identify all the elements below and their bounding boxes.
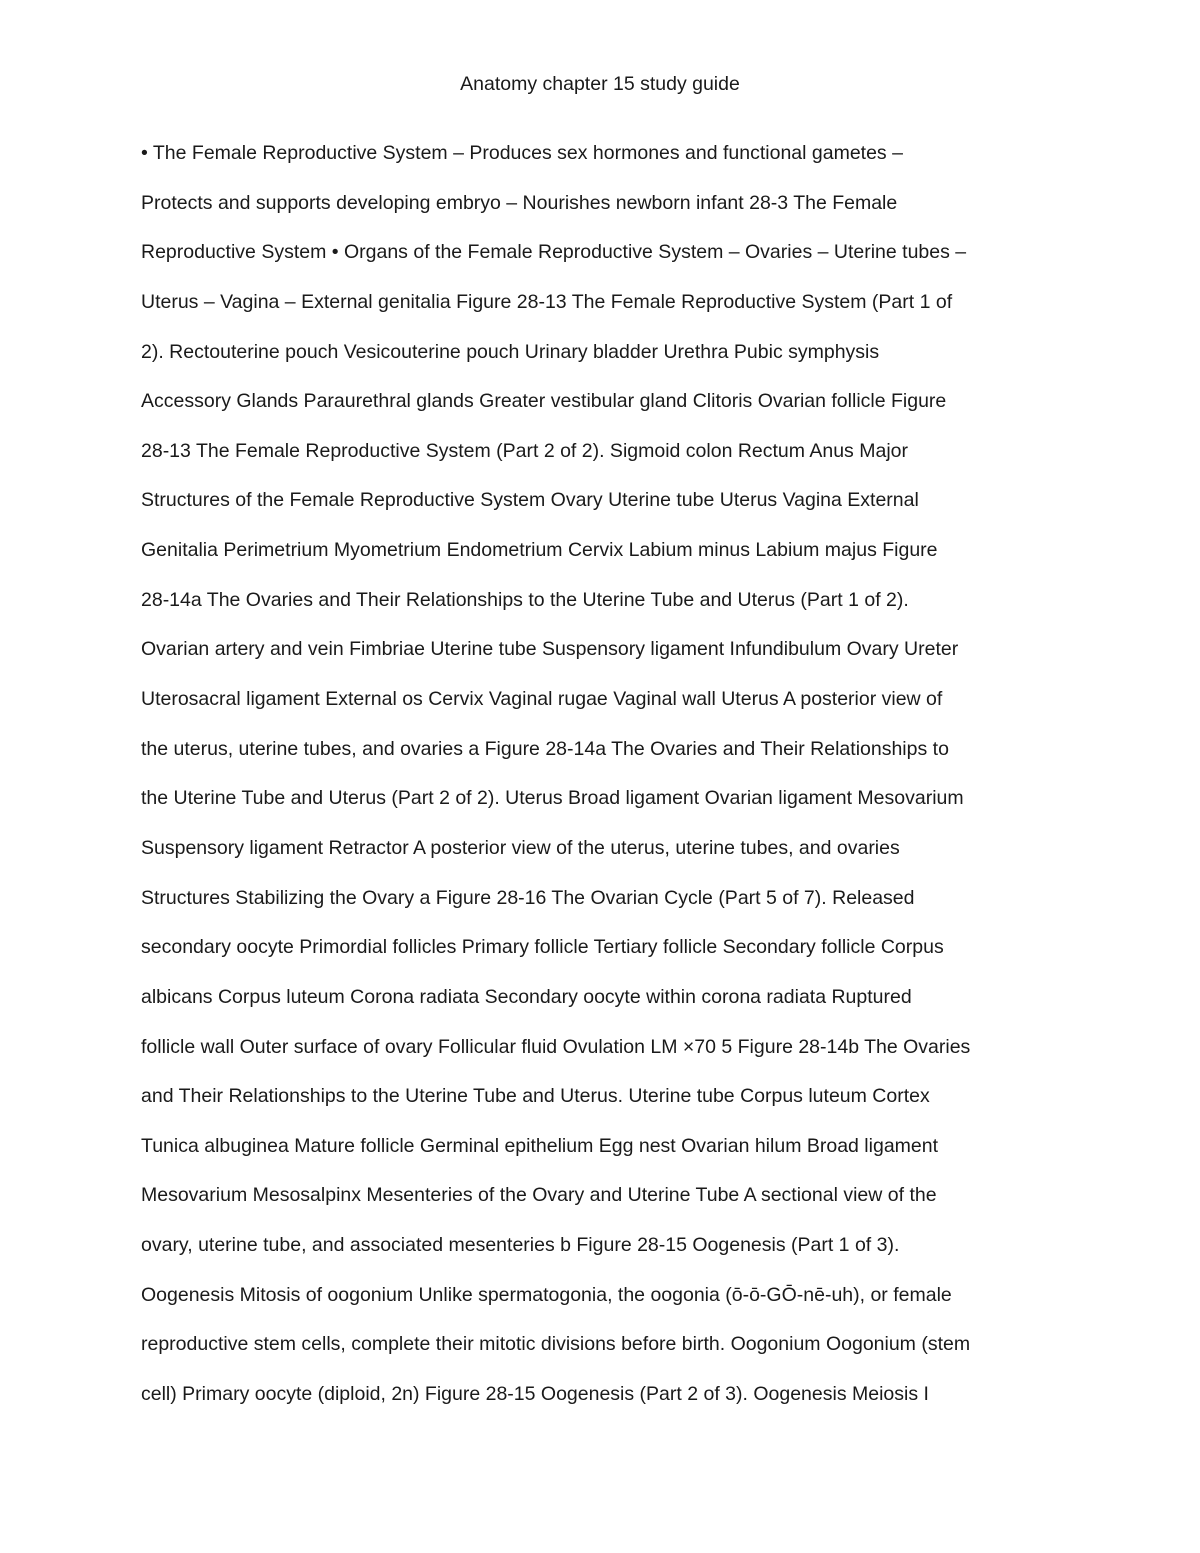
body-line: reproductive stem cells, complete their mitotic divisions before birth. Oogonium Oogonium (stem — [141, 1333, 971, 1356]
body-line: Oogenesis Mitosis of oogonium Unlike spermatogonia, the oogonia (ō-ō-GŌ-nē-uh), or female — [141, 1283, 952, 1306]
body-line: albicans Corpus luteum Corona radiata Secondary oocyte within corona radiata Ruptured — [141, 985, 912, 1008]
body-line: 28-13 The Female Reproductive System (Part 2 of 2). Sigmoid colon Rectum Anus Major — [141, 439, 908, 462]
body-line: 2). Rectouterine pouch Vesicouterine pouch Urinary bladder Urethra Pubic symphysis — [141, 340, 880, 363]
body-line: Mesovarium Mesosalpinx Mesenteries of the Ovary and Uterine Tube A sectional view of the — [141, 1184, 937, 1207]
body-line: Genitalia Perimetrium Myometrium Endometrium Cervix Labium minus Labium majus Figure — [141, 539, 938, 562]
body-line: 28-14a The Ovaries and Their Relationships to the Uterine Tube and Uterus (Part 1 of 2). — [141, 588, 909, 611]
body-line: Reproductive System • Organs of the Female Reproductive System – Ovaries – Uterine tubes – — [141, 241, 967, 264]
body-line: and Their Relationships to the Uterine Tube and Uterus. Uterine tube Corpus luteum Cortex — [141, 1085, 930, 1108]
body-line: Accessory Glands Paraurethral glands Greater vestibular gland Clitoris Ovarian follicle Figure — [141, 390, 947, 413]
body-line: Suspensory ligament Retractor A posterior view of the uterus, uterine tubes, and ovaries — [141, 836, 900, 859]
body-line: Uterus – Vagina – External genitalia Figure 28-13 The Female Reproductive System (Part 1 of — [141, 290, 953, 313]
body-line: Ovarian artery and vein Fimbriae Uterine tube Suspensory ligament Infundibulum Ovary Ureter — [141, 638, 959, 661]
body-line: the uterus, uterine tubes, and ovaries a Figure 28-14a The Ovaries and Their Relationships to — [141, 737, 949, 760]
document-body — [141, 139, 1071, 1430]
body-line: Structures of the Female Reproductive System Ovary Uterine tube Uterus Vagina External — [141, 489, 919, 512]
body-line: Protects and supports developing embryo – Nourishes newborn infant 28-3 The Female — [141, 191, 898, 214]
body-line: ovary, uterine tube, and associated mesenteries b Figure 28-15 Oogenesis (Part 1 of 3). — [141, 1234, 900, 1257]
body-line: Uterosacral ligament External os Cervix Vaginal rugae Vaginal wall Uterus A posterior view of — [141, 688, 943, 711]
body-line: the Uterine Tube and Uterus (Part 2 of 2). Uterus Broad ligament Ovarian ligament Mesovarium — [141, 787, 964, 810]
body-line: follicle wall Outer surface of ovary Follicular fluid Ovulation LM ×70 5 Figure 28-14b The Ovaries — [141, 1035, 971, 1058]
body-line: Tunica albuginea Mature follicle Germinal epithelium Egg nest Ovarian hilum Broad ligament — [141, 1134, 939, 1157]
body-line: • The Female Reproductive System – Produces sex hormones and functional gametes – — [141, 142, 903, 164]
body-line: secondary oocyte Primordial follicles Primary follicle Tertiary follicle Secondary follicle Corpus — [141, 936, 944, 959]
body-line: Structures Stabilizing the Ovary a Figure 28-16 The Ovarian Cycle (Part 5 of 7). Released — [141, 886, 915, 909]
document-title: Anatomy chapter 15 study guide — [460, 73, 740, 95]
body-line: cell) Primary oocyte (diploid, 2n) Figure 28-15 Oogenesis (Part 2 of 3). Oogenesis Meiosis I — [141, 1383, 929, 1406]
